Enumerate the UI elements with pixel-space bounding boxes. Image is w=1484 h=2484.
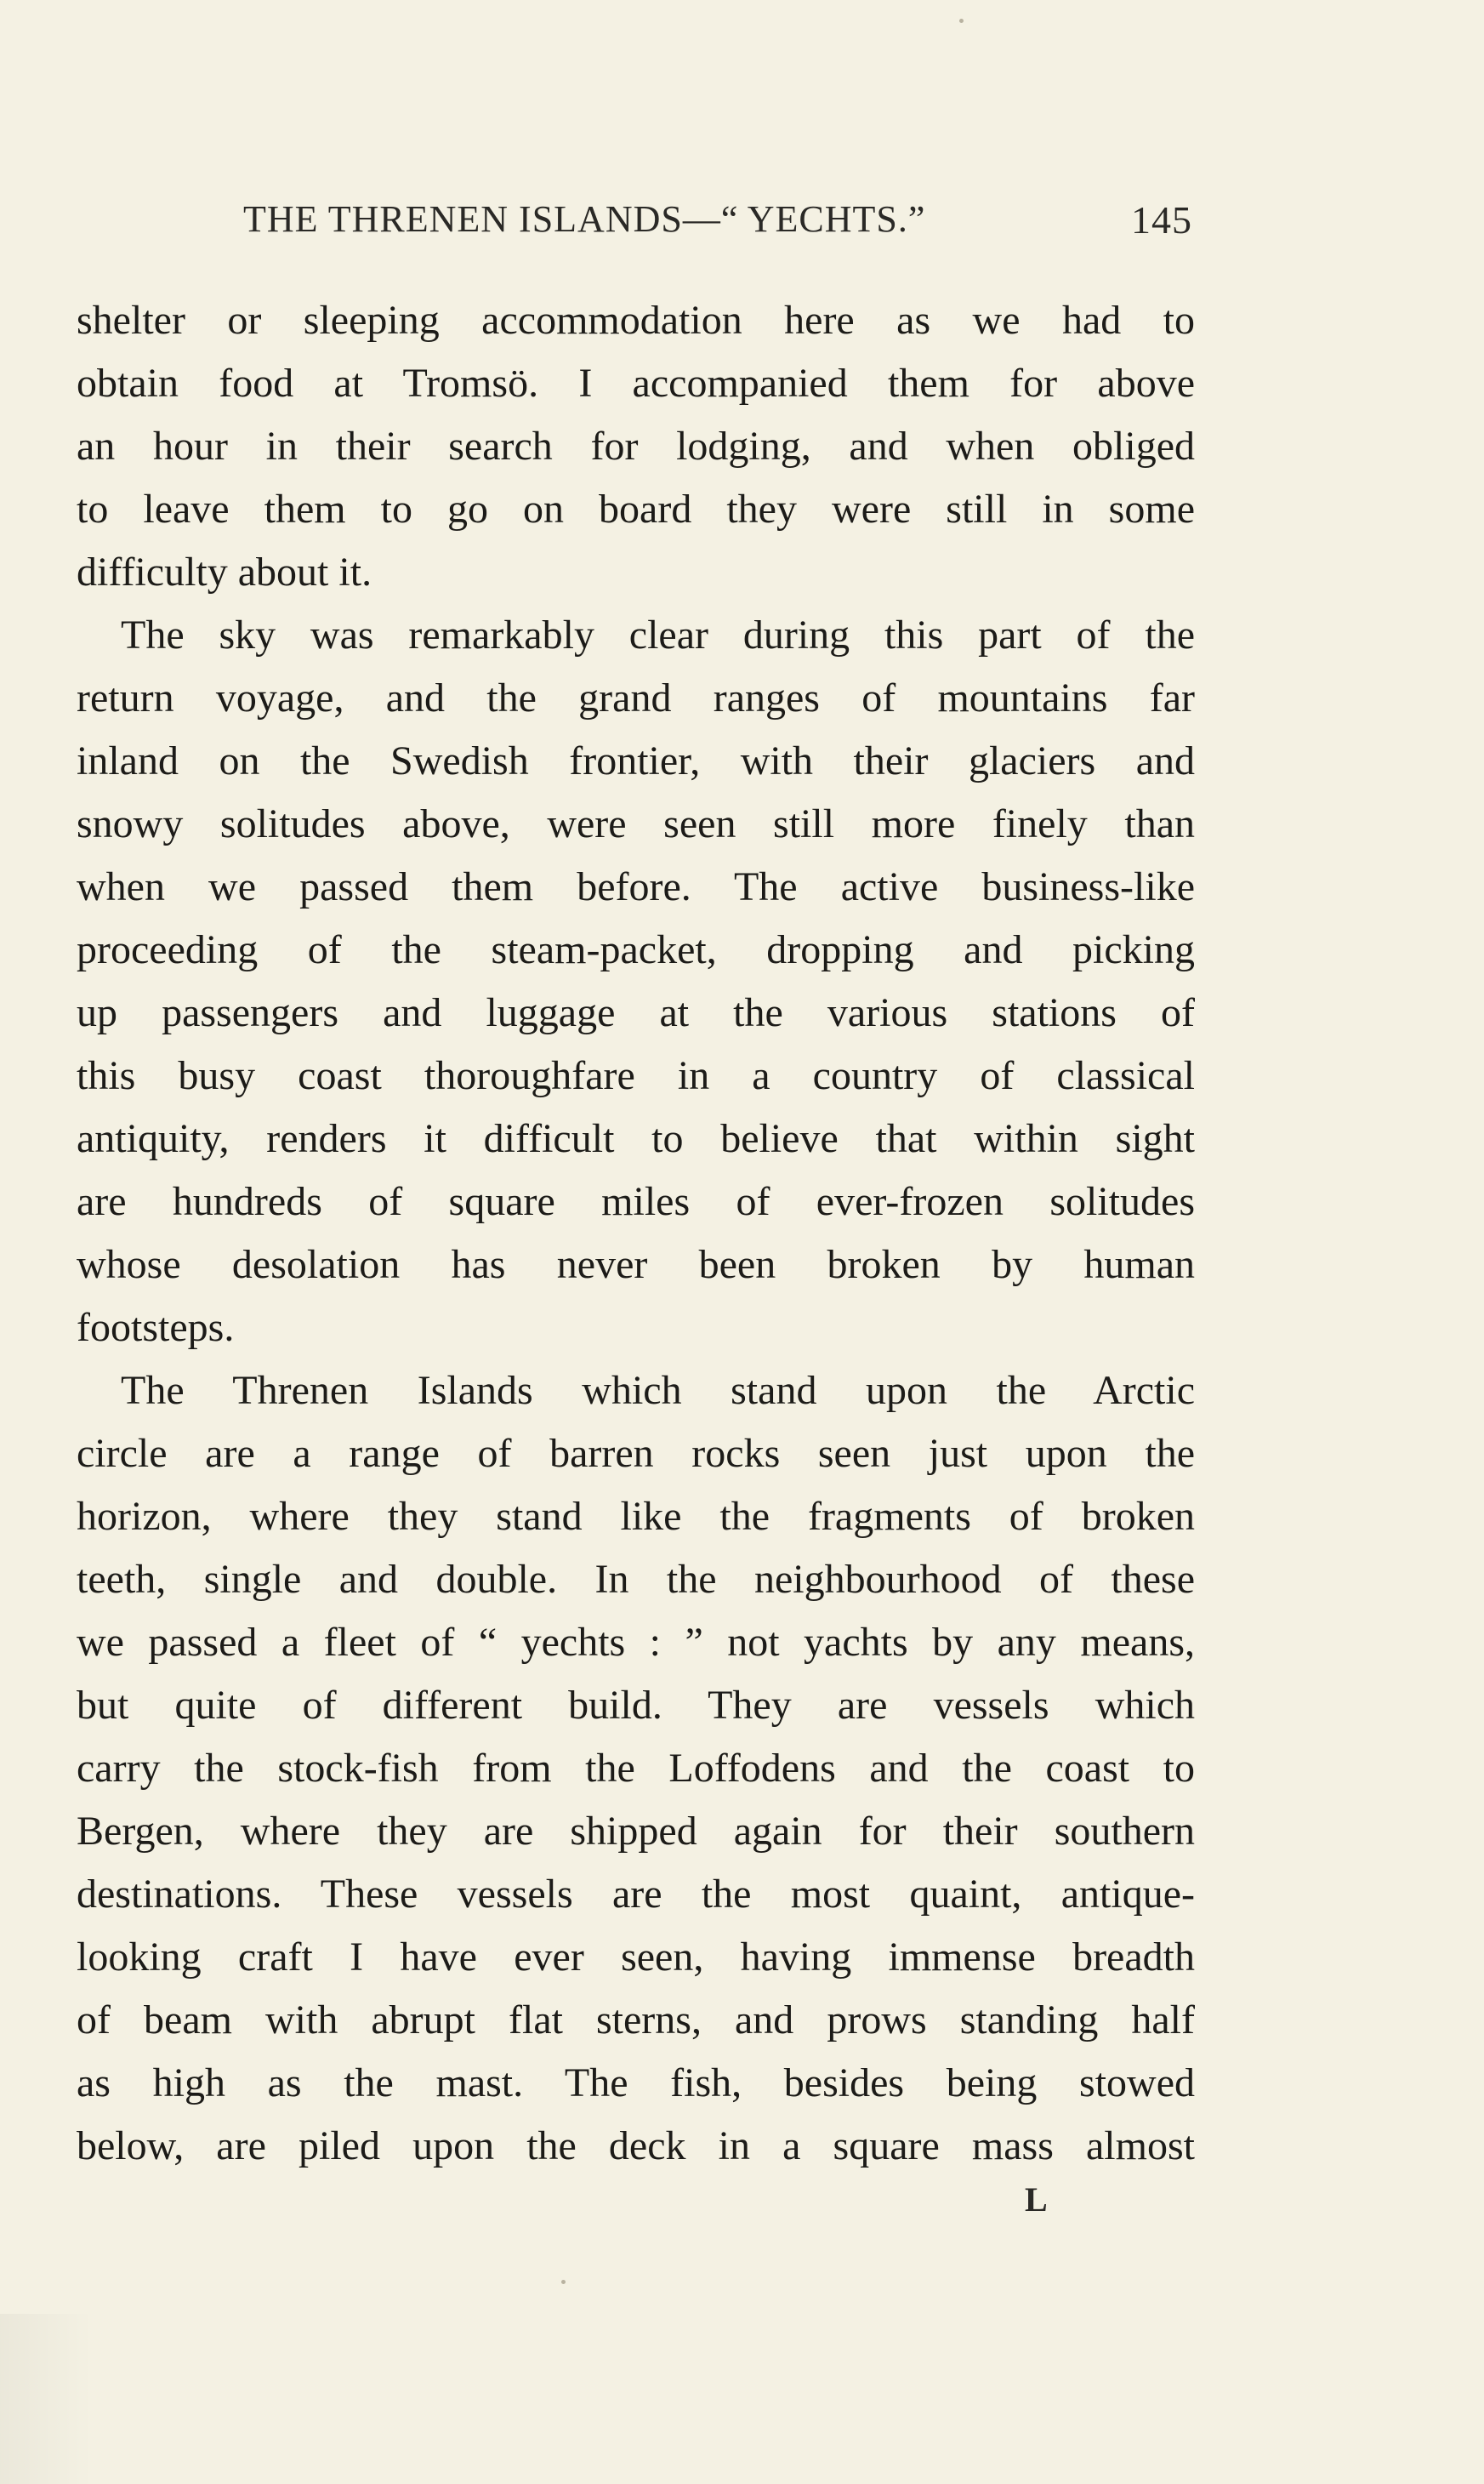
text-line: as high as the mast. The fish, besides being stowed <box>77 2060 1195 2105</box>
text-line: to leave them to go on board they were still in some <box>77 487 1195 532</box>
running-title: THE THRENEN ISLANDS—“ YECHTS.” <box>243 198 926 240</box>
text-line: obtain food at Tromsö. I accompanied them for above <box>77 361 1195 406</box>
signature-mark: L <box>1025 2180 1048 2219</box>
text-line: whose desolation has never been broken by human <box>77 1242 1195 1287</box>
text-line: when we passed them before. The active business-like <box>77 864 1195 909</box>
text-line: looking craft I have ever seen, having immense breadth <box>77 1934 1195 1980</box>
text-line: antiquity, renders it difficult to believe that within sight <box>77 1116 1195 1161</box>
text-line: but quite of different build. They are vessels which <box>77 1683 1195 1728</box>
text-line: up passengers and luggage at the various stations of <box>77 990 1195 1035</box>
text-line: The sky was remarkably clear during this part of the <box>121 612 1195 658</box>
text-line: difficulty about it. <box>77 550 372 595</box>
text-line: return voyage, and the grand ranges of mountains far <box>77 675 1195 721</box>
text-line: proceeding of the steam-packet, dropping and picking <box>77 927 1195 972</box>
page-edge-shadow <box>0 2314 94 2484</box>
paper-speck <box>561 2280 566 2284</box>
text-line: shelter or sleeping accommodation here as we had to <box>77 298 1195 343</box>
text-line: Bergen, where they are shipped again for their southern <box>77 1809 1195 1854</box>
text-line: an hour in their search for lodging, and when obliged <box>77 424 1195 469</box>
text-line: below, are piled upon the deck in a square mass almost <box>77 2123 1195 2168</box>
text-line: horizon, where they stand like the fragments of broken <box>77 1494 1195 1539</box>
text-line: destinations. These vessels are the most quaint, antique- <box>77 1872 1195 1917</box>
text-line: are hundreds of square miles of ever-frozen solitudes <box>77 1179 1195 1224</box>
paper-speck <box>959 19 964 23</box>
text-line: snowy solitudes above, were seen still more finely than <box>77 801 1195 846</box>
text-line: of beam with abrupt flat sterns, and prows standing half <box>77 1997 1195 2042</box>
running-head <box>243 197 1192 248</box>
text-line: this busy coast thoroughfare in a country of classical <box>77 1053 1195 1098</box>
text-line: circle are a range of barren rocks seen just upon the <box>77 1431 1195 1476</box>
body-text <box>77 289 1195 2178</box>
text-line: The Threnen Islands which stand upon the Arctic <box>121 1368 1195 1413</box>
text-line: footsteps. <box>77 1305 235 1350</box>
text-line: teeth, single and double. In the neighbourhood of these <box>77 1557 1195 1602</box>
text-line: inland on the Swedish frontier, with their glaciers and <box>77 738 1195 783</box>
text-line: we passed a fleet of “ yechts : ” not yachts by any means, <box>77 1620 1195 1665</box>
page-number: 145 <box>1131 198 1192 242</box>
text-line: carry the stock-fish from the Loffodens and the coast to <box>77 1746 1195 1791</box>
